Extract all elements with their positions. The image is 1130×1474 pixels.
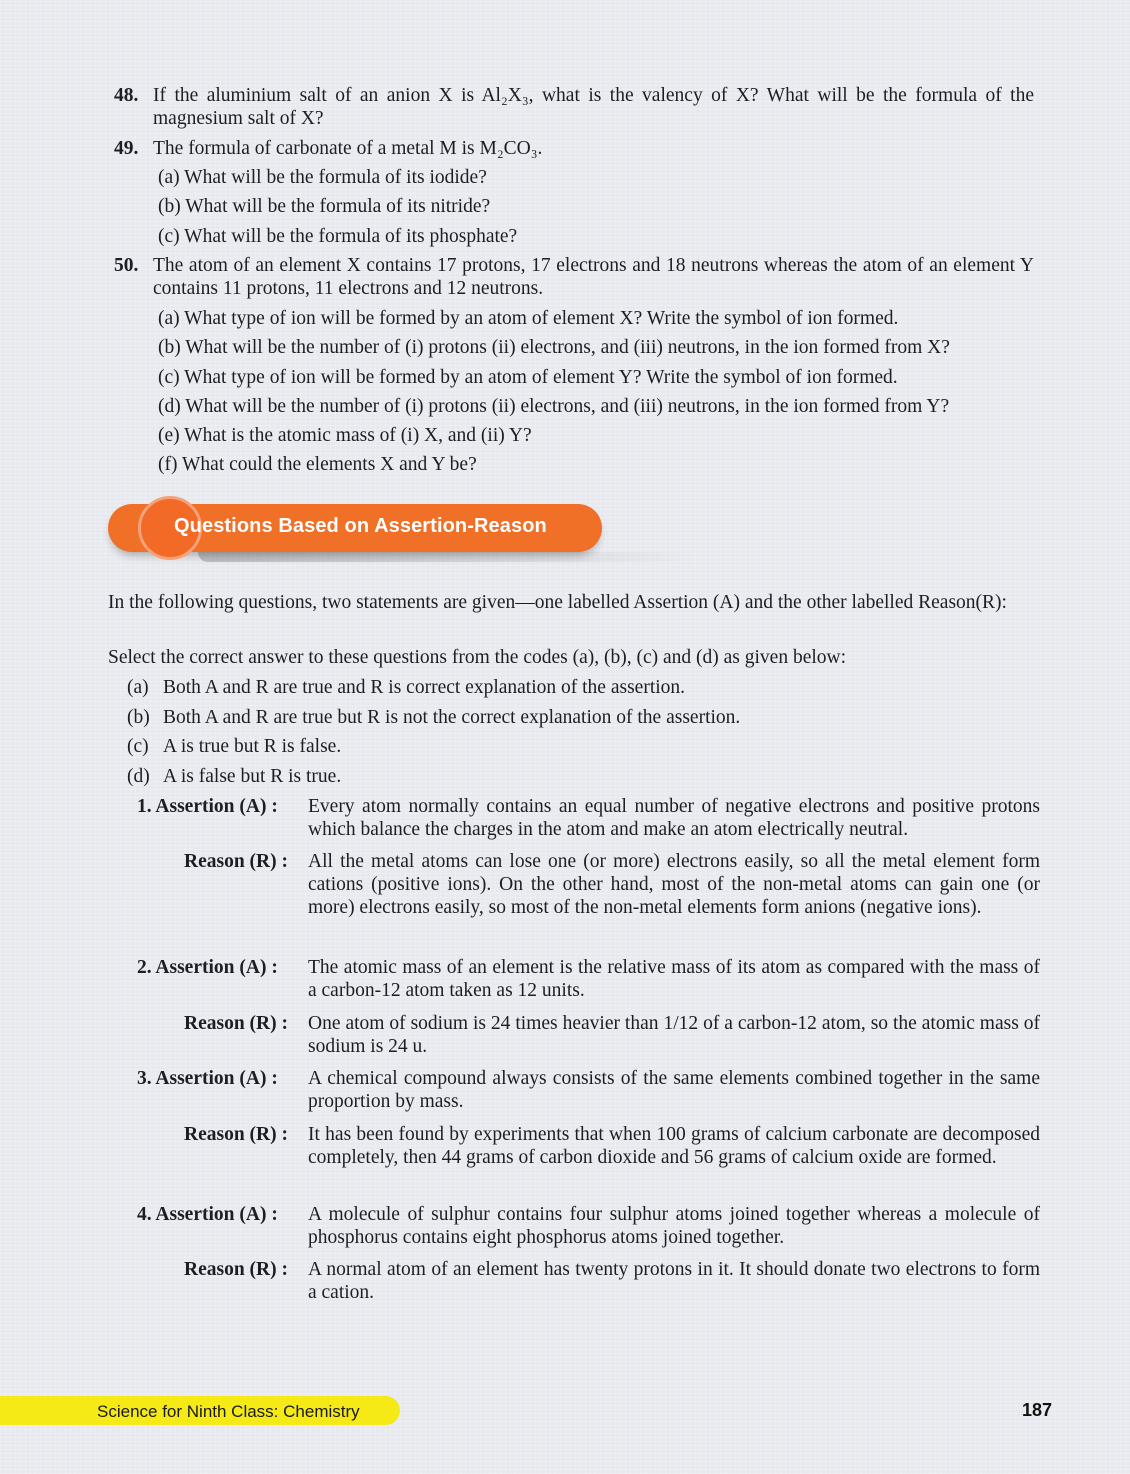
sub-question: (a) What type of ion will be formed by an atom of element X? Write the symbol of ion formed. [158, 308, 899, 329]
code-label: (a) [127, 677, 149, 698]
assertion-label: 2. Assertion (A) : [137, 957, 278, 978]
question-50 [114, 254, 1034, 300]
sub-question: (e) What is the atomic mass of (i) X, and (ii) Y? [158, 425, 532, 446]
question-number: 49. [114, 138, 139, 159]
code-label: (b) [127, 707, 150, 728]
banner-shadow [198, 552, 698, 562]
answer-code [127, 735, 1027, 758]
footer-book-title: Science for Ninth Class: Chemistry [97, 1402, 360, 1421]
question-number: 50. [114, 255, 139, 276]
assertion-label: 4. Assertion (A) : [137, 1204, 278, 1225]
question-number: 48. [114, 85, 139, 106]
code-label: (c) [127, 736, 149, 757]
answer-code [127, 706, 1027, 729]
question-text: If the aluminium salt of an anion X is Al₂X₃, what is the valency of X? What will be the formula of the magnesium salt of X? [153, 85, 1034, 129]
assertion-text: A chemical compound always consists of the same elements combined together in the same proportion by mass. [308, 1068, 1040, 1112]
reason-label: Reason (R) : [184, 851, 288, 872]
code-text: Both A and R are true and R is correct explanation of the assertion. [163, 677, 686, 698]
sub-question: (f) What could the elements X and Y be? [158, 454, 477, 475]
code-text: A is true but R is false. [163, 736, 342, 757]
sub-question: (b) What will be the number of (i) protons (ii) electrons, and (iii) neutrons, in the ion formed from X? [158, 337, 950, 358]
code-text: Both A and R are true but R is not the correct explanation of the assertion. [163, 707, 741, 728]
reason-label: Reason (R) : [184, 1259, 288, 1280]
sub-question: (b) What will be the formula of its nitride? [158, 196, 491, 217]
assertion-text: Every atom normally contains an equal number of negative electrons and positive protons which balance the charges in the atom and make an atom electrically neutral. [308, 796, 1040, 840]
reason-text: A normal atom of an element has twenty protons in it. It should donate two electrons to form a cation. [308, 1259, 1040, 1303]
answer-code [127, 765, 1027, 788]
sub-question: (a) What will be the formula of its iodide? [158, 167, 487, 188]
reason-text: It has been found by experiments that when 100 grams of calcium carbonate are decomposed completely, then 44 grams of carbon dioxide and 56 grams of calcium oxide are formed. [308, 1124, 1040, 1168]
reason-text: All the metal atoms can lose one (or more) electrons easily, so all the metal element form cations (positive ions). On the other hand, most of the non-metal atoms can gain one (or more) electrons easily, so most of the non-metal elements form anions (negative ions). [308, 851, 1040, 918]
assertion-text: The atomic mass of an element is the relative mass of its atom as compared with the mass of a carbon-12 atom taken as 12 units. [308, 957, 1040, 1001]
assertion-text: A molecule of sulphur contains four sulphur atoms joined together whereas a molecule of phosphorus contains eight phosphorus atoms joined together. [308, 1204, 1040, 1248]
intro-text: In the following questions, two statements are given—one labelled Assertion (A) and the other labelled Reason(R): [108, 592, 1007, 613]
assertion-label: 3. Assertion (A) : [137, 1068, 278, 1089]
section-title: Questions Based on Assertion-Reason [174, 515, 547, 537]
sub-question: (d) What will be the number of (i) protons (ii) electrons, and (iii) neutrons, in the ion formed from Y? [158, 396, 950, 417]
code-text: A is false but R is true. [163, 766, 342, 787]
code-label: (d) [127, 766, 150, 787]
question-text: The formula of carbonate of a metal M is M₂CO₃. [153, 138, 543, 159]
answer-code [127, 676, 1027, 699]
sub-question: (c) What type of ion will be formed by an atom of element Y? Write the symbol of ion formed. [158, 367, 898, 388]
reason-text: One atom of sodium is 24 times heavier than 1/12 of a carbon-12 atom, so the atomic mass of sodium is 24 u. [308, 1013, 1040, 1057]
page-number: 187 [1022, 1400, 1053, 1420]
reason-label: Reason (R) : [184, 1013, 288, 1034]
instruction-text: Select the correct answer to these questions from the codes (a), (b), (c) and (d) as given below: [108, 647, 847, 668]
question-48 [114, 84, 1034, 130]
section-banner [108, 504, 604, 554]
question-text: The atom of an element X contains 17 protons, 17 electrons and 18 neutrons whereas the atom of an element Y contains 11 protons, 11 electrons and 12 neutrons. [153, 255, 1034, 299]
question-49 [114, 137, 1034, 160]
sub-question: (c) What will be the formula of its phosphate? [158, 226, 518, 247]
assertion-label: 1. Assertion (A) : [137, 796, 278, 817]
reason-label: Reason (R) : [184, 1124, 288, 1145]
